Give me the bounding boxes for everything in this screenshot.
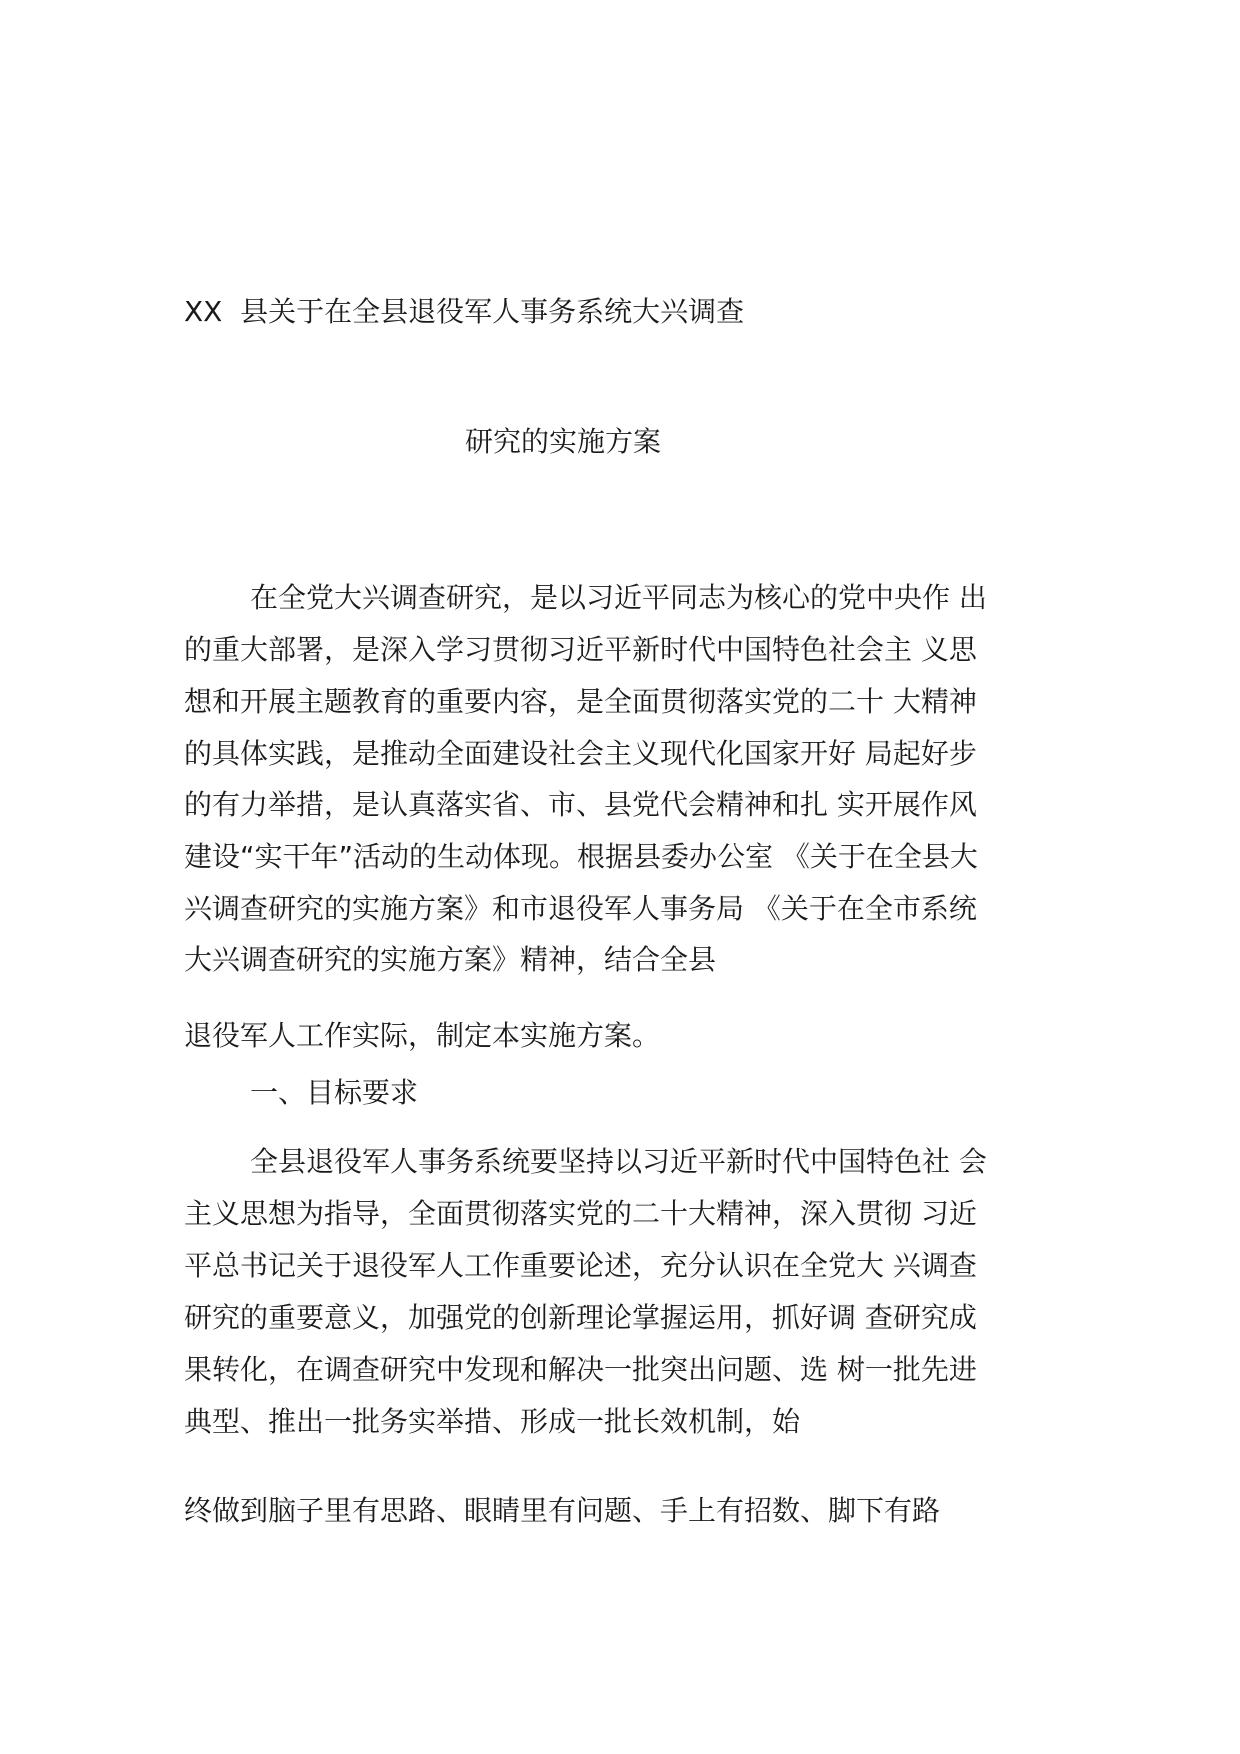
- paragraph-2-line: 研究的重要意义，加强党的创新理论掌握运用，抓好调 查研究成: [184, 1301, 977, 1334]
- paragraph-2-line: 果转化，在调查研究中发现和解决一批突出问题、选 树一批先进: [184, 1353, 977, 1386]
- paragraph-1-line: 的有力举措，是认真落实省、市、县党代会精神和扎 实开展作风: [184, 788, 977, 821]
- paragraph-1-line: 在全党大兴调查研究，是以习近平同志为核心的党中央作 出: [250, 581, 987, 614]
- paragraph-2-line: 全县退役军人事务系统要坚持以习近平新时代中国特色社 会: [250, 1145, 987, 1178]
- paragraph-1-line: 想和开展主题教育的重要内容，是全面贯彻落实党的二十 大精神: [184, 685, 977, 718]
- paragraph-1-line: 退役军人工作实际，制定本实施方案。: [184, 1019, 661, 1052]
- paragraph-2-line: 平总书记关于退役军人工作重要论述，充分认识在全党大 兴调查: [184, 1249, 977, 1282]
- document-title-line-1: XX 县关于在全县退役军人事务系统大兴调查: [184, 295, 745, 328]
- paragraph-1-line: 的具体实践，是推动全面建设社会主义现代化国家开好 局起好步: [184, 737, 977, 770]
- paragraph-1-line: 建设“实干年”活动的生动体现。根据县委办公室 《关于在全县大: [184, 840, 978, 873]
- paragraph-1-line: 大兴调查研究的实施方案》精神，结合全县: [184, 943, 717, 976]
- paragraph-2-line: 主义思想为指导，全面贯彻落实党的二十大精神，深入贯彻 习近: [184, 1197, 977, 1230]
- section-heading: 一、目标要求: [250, 1076, 419, 1109]
- document-title-line-2: 研究的实施方案: [465, 425, 662, 458]
- paragraph-2-line: 终做到脑子里有思路、眼睛里有问题、手上有招数、脚下有路: [184, 1494, 941, 1527]
- paragraph-1-line: 兴调查研究的实施方案》和市退役军人事务局 《关于在全市系统: [184, 892, 977, 925]
- paragraph-1-line: 的重大部署，是深入学习贯彻习近平新时代中国特色社会主 义思: [184, 633, 977, 666]
- paragraph-2-line: 典型、推出一批务实举措、形成一批长效机制，始: [184, 1405, 801, 1438]
